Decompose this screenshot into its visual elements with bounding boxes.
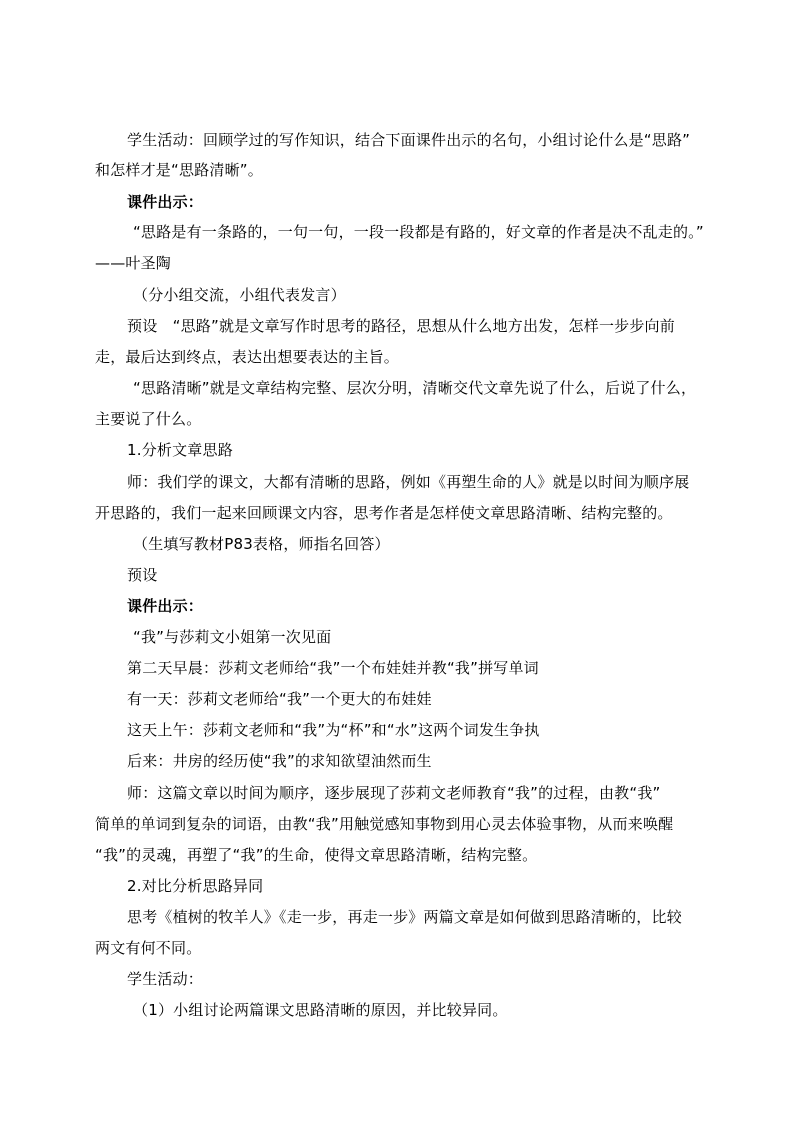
paragraph-line: 学生活动：回顾学过的写作知识，结合下面课件出示的名句，小组讨论什么是“思路” bbox=[127, 131, 691, 149]
paragraph-line: 师：这篇文章以时间为顺序，逐步展现了莎莉文老师教育“我”的过程，由教“我” bbox=[127, 784, 661, 802]
paragraph-line: （1）小组讨论两篇课文思路清晰的原因，并比较异同。 bbox=[133, 1001, 508, 1019]
paragraph-line: 和怎样才是“思路清晰”。 bbox=[95, 161, 263, 179]
list-item: 这天上午：莎莉文老师和“我”为“杯”和“水”这两个词发生争执 bbox=[127, 721, 540, 739]
paragraph-line: “思路清晰”就是文章结构完整、层次分明，清晰交代文章先说了什么，后说了什么， bbox=[133, 379, 697, 397]
paragraph-line: “我”的灵魂，再塑了“我”的生命，使得文章思路清晰，结构完整。 bbox=[95, 846, 538, 864]
list-item: 有一天：莎莉文老师给“我”一个更大的布娃娃 bbox=[127, 690, 432, 708]
paragraph-line: （分小组交流，小组代表发言） bbox=[133, 286, 346, 304]
paragraph-line: 走，最后达到终点，表达出想要表达的主旨。 bbox=[95, 348, 400, 366]
paragraph-line: 开思路的，我们一起来回顾课文内容，思考作者是怎样使文章思路清晰、结构完整的。 bbox=[95, 504, 673, 522]
quote-line: “思路是有一条路的，一句一句，一段一段都是有路的，好文章的作者是决不乱走的。” bbox=[133, 223, 704, 241]
list-item: 后来：井房的经历使“我”的求知欲望油然而生 bbox=[127, 752, 432, 770]
paragraph-line: 简单的单词到复杂的词语，由教“我”用触觉感知事物到用心灵去体验事物，从而来唤醒 bbox=[95, 815, 674, 833]
list-item: 第二天早晨：莎莉文老师给“我”一个布娃娃并教“我”拼写单词 bbox=[127, 659, 539, 677]
section-heading: 课件出示： bbox=[127, 597, 204, 615]
paragraph-line: 师：我们学的课文，大都有清晰的思路，例如《再塑生命的人》就是以时间为顺序展 bbox=[127, 473, 690, 491]
section-heading: 2.对比分析思路异同 bbox=[127, 877, 264, 895]
paragraph-line: 预设 bbox=[127, 566, 158, 584]
paragraph-line: 学生活动： bbox=[127, 970, 204, 988]
paragraph-line: 主要说了什么。 bbox=[95, 410, 202, 428]
paragraph-line: 预设 “思路”就是文章写作时思考的路径，思想从什么地方出发，怎样一步步向前 bbox=[127, 317, 675, 335]
section-heading: 1.分析文章思路 bbox=[127, 441, 233, 459]
paragraph-line: （生填写教材P83表格，师指名回答） bbox=[133, 535, 390, 553]
paragraph-line: 两文有何不同。 bbox=[95, 939, 202, 957]
list-item: “我”与莎莉文小姐第一次见面 bbox=[133, 628, 332, 646]
section-heading: 课件出示： bbox=[127, 193, 204, 211]
paragraph-line: 思考《植树的牧羊人》《走一步，再走一步》两篇文章是如何做到思路清晰的，比较 bbox=[127, 908, 682, 926]
quote-attribution: ——叶圣陶 bbox=[95, 254, 172, 272]
